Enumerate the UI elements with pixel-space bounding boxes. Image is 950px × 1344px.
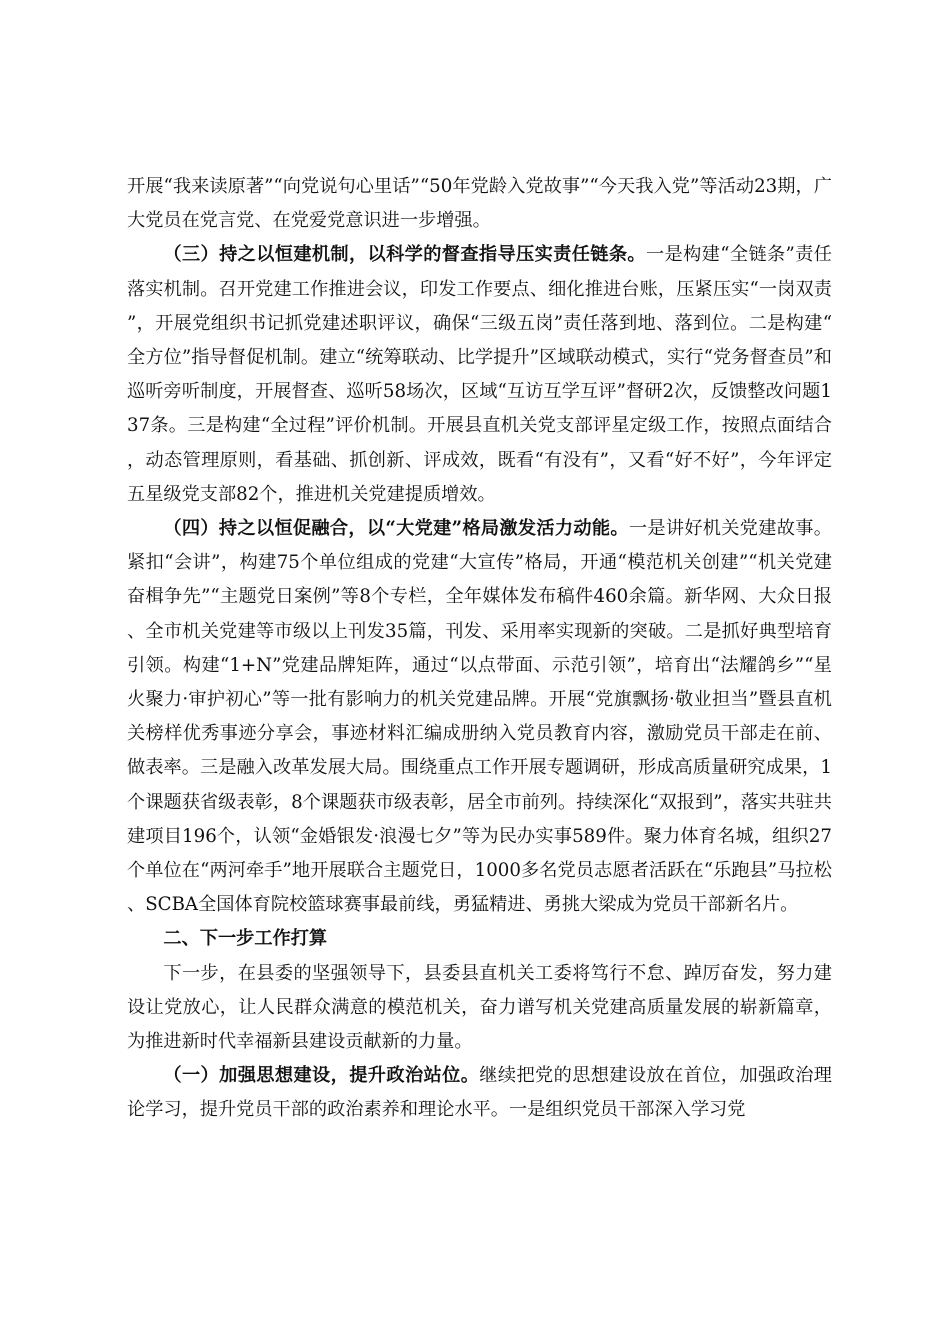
section-4-heading: （四）持之以恒促融合，以“大党建”格局激发活力动能。 <box>163 518 629 540</box>
paragraph-item-1 <box>127 1059 832 1127</box>
item-1-body: 继续把党的思想建设放在首位，加强政治理论学习，提升党员干部的政治素养和理论水平。一是组织党员干部深入学习党 <box>127 1065 832 1121</box>
paragraph-section-3 <box>127 238 832 512</box>
section-2-title: 二、下一步工作打算 <box>163 928 328 950</box>
section-3-heading: （三）持之以恒建机制，以科学的督查指导压实责任链条。 <box>163 244 646 266</box>
paragraph-continuation: 开展“我来读原著”“向党说句心里话”“50年党龄入党故事”“今天我入党”等活动23期，广大党员在党言党、在党爱党意识进一步增强。 <box>127 176 832 232</box>
item-1-heading: （一）加强思想建设，提升政治站位。 <box>163 1065 480 1087</box>
section-4-body: 一是讲好机关党建故事。紧扣“会讲”，构建75个单位组成的党建“大宣传”格局，开通“模范机关创建”“机关党建奋楫争先”“主题党日案例”等8个专栏，全年媒体发布稿件460余篇。新华网、大众日报、全市机关党建等市级以上刊发35篇，刊发、采用率实现新的突破。二是抓好典型培育引领。构建“1+N”党建品牌矩阵，通过“以点带面、示范引领”，培育出“法耀鸽乡”“星火聚力·审护初心”等一批有影响力的机关党建品牌。开展“党旗飘扬·敬业担当”暨县直机关榜样优秀事迹分享会，事迹材料汇编成册纳入党员教育内容，激励党员干部走在前、做表率。三是融入改革发展大局。围绕重点工作开展专题调研，形成高质量研究成果，1个课题获省级表彰，8个课题获市级表彰，居全市前列。持续深化“双报到”，落实共驻共建项目196个，认领“金婚银发·浪漫七夕”等为民办实事589件。聚力体育名城，组织27个单位在“两河牵手”地开展联合主题党日，1000多名党员志愿者活跃在“乐跑县”马拉松、SCBA全国体育院校篮球赛事最前线，勇猛精进、勇挑大梁成为党员干部新名片。 <box>127 518 832 916</box>
document-body <box>127 170 832 1128</box>
paragraph-section-4 <box>127 512 832 922</box>
section-3-body: 一是构建“全链条”责任落实机制。召开党建工作推进会议，印发工作要点、细化推进台账，压紧压实“一岗双责”，开展党组织书记抓党建述职评议，确保“三级五岗”责任落到地、落到位。二是构建“全方位”指导督促机制。建立“统筹联动、比学提升”区域联动模式，实行“党务督查员”和巡听旁听制度，开展督查、巡听58场次，区域“互访互学互评”督研2次，反馈整改问题137条。三是构建“全过程”评价机制。开展县直机关党支部评星定级工作，按照点面结合，动态管理原则，看基础、抓创新、评成效，既看“有没有”，又看“好不好”，今年评定五星级党支部82个，推进机关党建提质增效。 <box>127 244 832 505</box>
section-2-intro: 下一步，在县委的坚强领导下，县委县直机关工委将笃行不怠、踔厉奋发，努力建设让党放心，让人民群众满意的模范机关，奋力谱写机关党建高质量发展的崭新篇章，为推进新时代幸福新县建设贡献新的力量。 <box>127 962 832 1053</box>
